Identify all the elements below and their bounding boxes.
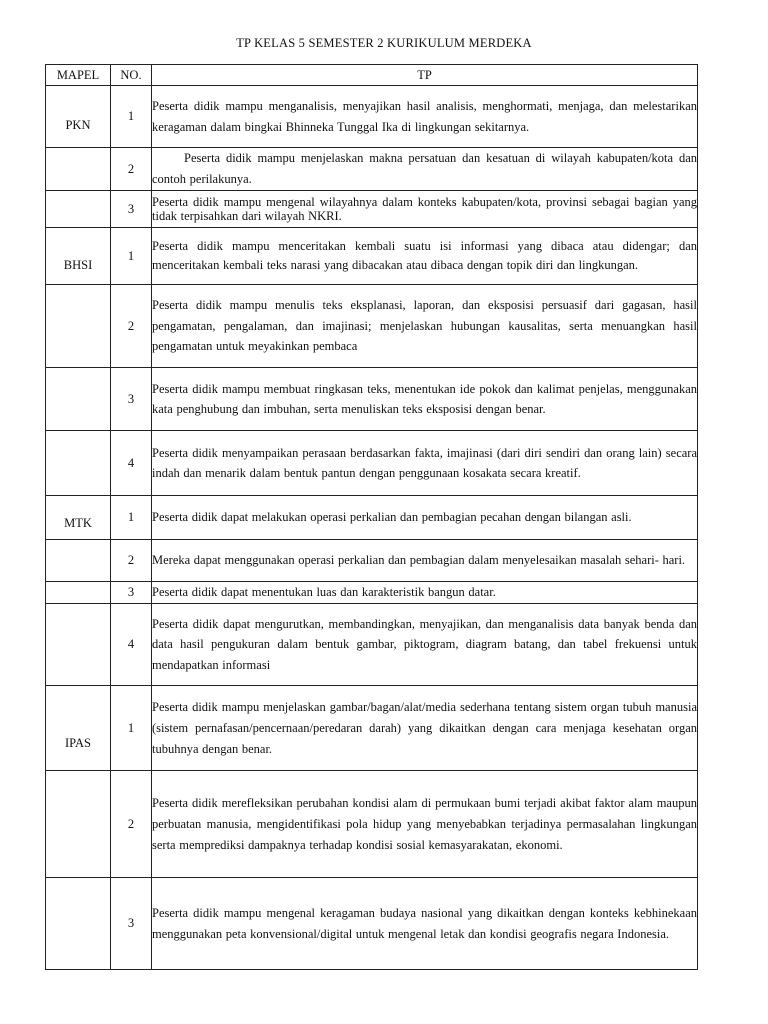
tp-text-cell: Peserta didik mampu menganalisis, menyajikan hasil analisis, menghormati, menjaga, dan melestarikan keragaman dalam bingkai Bhinneka Tunggal Ika di lingkungan sekitarnya. xyxy=(152,86,698,148)
table-row xyxy=(46,604,698,686)
table-row xyxy=(46,228,698,285)
tp-text-cell: Mereka dapat menggunakan operasi perkalian dan pembagian dalam menyelesaikan masalah sehari- hari. xyxy=(152,540,698,582)
number-cell: 2 xyxy=(111,771,152,878)
number-cell: 3 xyxy=(111,191,152,228)
tp-table xyxy=(45,64,698,970)
tp-text-cell: Peserta didik mampu menceritakan kembali suatu isi informasi yang dibaca atau didengar; dan menceritakan kembali teks narasi yang dibacakan atau dibaca dengan topik diri dan lingkungan. xyxy=(152,228,698,285)
number-cell: 2 xyxy=(111,285,152,368)
mapel-cell xyxy=(46,604,111,686)
header-no: NO. xyxy=(111,65,152,86)
number-cell: 3 xyxy=(111,878,152,970)
table-row xyxy=(46,86,698,148)
tp-text-cell: Peserta didik mampu menjelaskan gambar/bagan/alat/media sederhana tentang sistem organ tubuh manusia (sistem pernafasan/pencernaan/peredaran darah) yang dikaitkan dengan cara menjaga kesehatan organ tubuhnya dengan benar. xyxy=(152,686,698,771)
tp-text-cell: Peserta didik dapat melakukan operasi perkalian dan pembagian pecahan dengan bilangan asli. xyxy=(152,496,698,540)
table-row xyxy=(46,771,698,878)
mapel-label: PKN xyxy=(65,118,91,132)
tp-text-cell: Peserta didik dapat mengurutkan, membandingkan, menyajikan, dan menganalisis data banyak benda dan data hasil pengukuran dalam bentuk gambar, piktogram, diagram batang, dan tabel frekuensi untuk mendapatkan informasi xyxy=(152,604,698,686)
mapel-cell xyxy=(46,496,111,540)
mapel-cell xyxy=(46,431,111,496)
mapel-cell xyxy=(46,878,111,970)
mapel-label: BHSI xyxy=(63,257,93,272)
number-cell: 2 xyxy=(111,540,152,582)
tp-text-cell: Peserta didik mampu menulis teks eksplanasi, laporan, dan eksposisi persuasif dari gagasan, hasil pengamatan, pengalaman, dan imajinasi; menjelaskan hubungan kausalitas, serta menuangkan hasil pengamatan untuk meyakinkan pembaca xyxy=(152,285,698,368)
table-row xyxy=(46,431,698,496)
table-row xyxy=(46,368,698,431)
number-cell: 1 xyxy=(111,496,152,540)
table-row xyxy=(46,878,698,970)
mapel-cell xyxy=(46,686,111,771)
mapel-label: MTK xyxy=(64,515,92,530)
tp-text-cell: Peserta didik mampu menjelaskan makna persatuan dan kesatuan di wilayah kabupaten/kota dan contoh perilakunya. xyxy=(152,148,698,191)
number-cell: 1 xyxy=(111,228,152,285)
number-cell: 1 xyxy=(111,86,152,148)
number-cell: 1 xyxy=(111,686,152,771)
table-row xyxy=(46,540,698,582)
mapel-cell xyxy=(46,191,111,228)
table-row xyxy=(46,285,698,368)
mapel-cell xyxy=(46,540,111,582)
mapel-cell xyxy=(46,582,111,604)
number-cell: 4 xyxy=(111,431,152,496)
number-cell: 3 xyxy=(111,368,152,431)
number-cell: 4 xyxy=(111,604,152,686)
table-row xyxy=(46,686,698,771)
number-cell: 2 xyxy=(111,148,152,191)
mapel-label: IPAS xyxy=(65,735,91,750)
mapel-cell xyxy=(46,228,111,285)
mapel-cell xyxy=(46,368,111,431)
tp-text-cell: Peserta didik menyampaikan perasaan berdasarkan fakta, imajinasi (dari diri sendiri dan orang lain) secara indah dan menarik dalam bentuk pantun dengan penggunaan kosakata secara kreatif. xyxy=(152,431,698,496)
tp-text-cell: Peserta didik mampu mengenal keragaman budaya nasional yang dikaitkan dengan konteks kebhinekaan menggunakan peta konvensional/digital untuk mengenal letak dan kondisi geografis negara Indonesia. xyxy=(152,878,698,970)
table-row xyxy=(46,582,698,604)
mapel-cell xyxy=(46,86,111,148)
header-mapel: MAPEL xyxy=(46,65,111,86)
table-row xyxy=(46,191,698,228)
tp-text-cell: Peserta didik mampu membuat ringkasan teks, menentukan ide pokok dan kalimat penjelas, menggunakan kata penghubung dan imbuhan, serta menuliskan teks eksposisi dengan benar. xyxy=(152,368,698,431)
document-title: TP KELAS 5 SEMESTER 2 KURIKULUM MERDEKA xyxy=(236,36,532,50)
tp-text-cell: Peserta didik merefleksikan perubahan kondisi alam di permukaan bumi terjadi akibat faktor alam maupun perbuatan manusia, mengidentifikasi pola hidup yang menyebabkan terjadinya permasalahan lingkungan serta memprediksi dampaknya terhadap kondisi sosial kemasyarakatan, ekonomi. xyxy=(152,771,698,878)
table-header-row xyxy=(46,65,698,86)
tp-text-cell: Peserta didik mampu mengenal wilayahnya dalam konteks kabupaten/kota, provinsi sebagai bagian yang tidak terpisahkan dari wilayah NKRI. xyxy=(152,191,698,228)
mapel-cell xyxy=(46,771,111,878)
mapel-cell xyxy=(46,148,111,191)
table-row xyxy=(46,496,698,540)
header-tp: TP xyxy=(152,65,698,86)
table-row xyxy=(46,148,698,191)
mapel-cell xyxy=(46,285,111,368)
tp-text-cell: Peserta didik dapat menentukan luas dan karakteristik bangun datar. xyxy=(152,582,698,604)
number-cell: 3 xyxy=(111,582,152,604)
